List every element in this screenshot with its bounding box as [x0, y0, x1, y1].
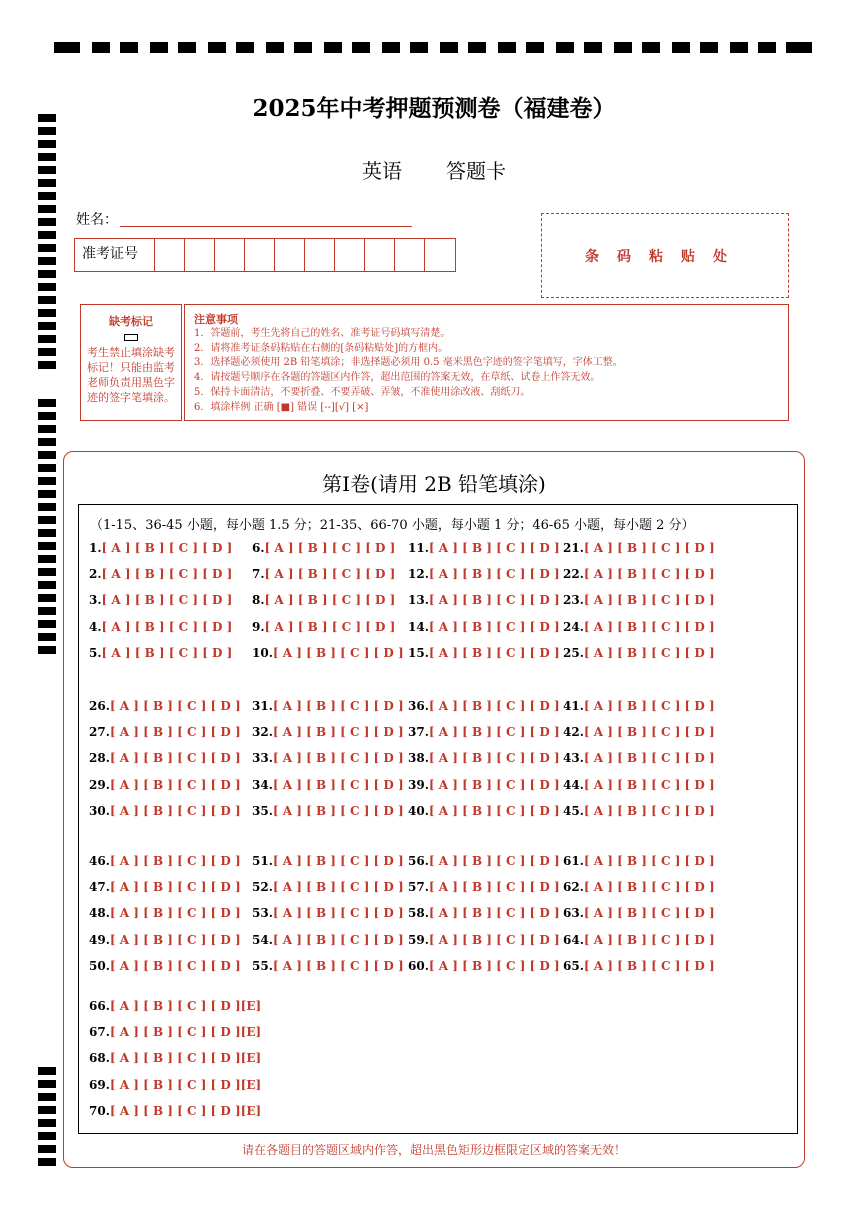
registration-mark [92, 42, 110, 53]
notice-line: 5．保持卡面清洁，不要折叠、不要弄破、弄皱，不准使用涂改液、刮纸刀。 [194, 386, 531, 398]
answer-options[interactable]: [ A ] [ B ] [ C ] [ D ] [272, 699, 404, 713]
question-number: 52. [252, 880, 273, 895]
question-item[interactable] [89, 620, 232, 634]
question-number: 42. [563, 725, 584, 740]
answer-options[interactable]: [ A ] [ B ] [ C ] [ D ] [583, 958, 715, 973]
question-item[interactable] [408, 933, 560, 947]
registration-mark [38, 555, 56, 563]
registration-mark [38, 399, 56, 407]
question-number: 56. [408, 854, 429, 868]
answer-options[interactable]: [ A ] [ B ] [ C ] [ D ] [428, 567, 560, 582]
question-number: 50. [89, 958, 110, 973]
answer-options[interactable]: [ A ] [ B ] [ C ] [ D ] [264, 541, 396, 555]
subject-label: 英语 [362, 159, 402, 183]
question-number: 30. [89, 803, 110, 818]
answer-options[interactable]: [ A ] [ B ] [ C ] [ D ] [264, 619, 396, 634]
question-number: 29. [89, 777, 110, 792]
exam-id-cell[interactable] [365, 239, 395, 271]
question-number: 64. [563, 932, 584, 947]
question-item[interactable] [89, 541, 232, 555]
answer-options[interactable]: [ A ] [ B ] [ C ] [ D ] [428, 906, 560, 921]
question-number: 63. [563, 906, 584, 921]
registration-mark [120, 42, 138, 53]
registration-mark [38, 244, 56, 252]
question-item[interactable] [89, 751, 241, 765]
notice-line: 4．请按题号顺序在各题的答题区内作答，超出范围的答案无效，在草纸、试卷上作答无效。 [194, 372, 601, 384]
answer-options[interactable]: [ A ] [ B ] [ C ] [ D ] [428, 725, 560, 740]
registration-mark [38, 361, 56, 369]
registration-mark [38, 412, 56, 420]
registration-mark [38, 607, 56, 615]
registration-mark [38, 425, 56, 433]
notice-line: 1．答题前，考生先将自己的姓名、准考证号码填写清楚。 [194, 328, 451, 339]
registration-mark [178, 42, 196, 53]
registration-mark [38, 335, 56, 343]
question-item[interactable] [89, 699, 241, 713]
question-item[interactable] [89, 933, 241, 947]
question-item[interactable] [252, 725, 404, 739]
answer-options[interactable]: [ A ] [ B ] [ C ] [ D ] [583, 803, 715, 818]
question-item[interactable] [408, 646, 560, 660]
question-item[interactable] [252, 699, 404, 713]
question-number: 36. [408, 699, 429, 713]
registration-mark [38, 568, 56, 576]
registration-mark [38, 620, 56, 628]
question-item[interactable] [89, 646, 232, 660]
question-item[interactable] [252, 880, 404, 894]
question-number: 5. [89, 645, 102, 660]
answer-options[interactable]: [ A ] [ B ] [ C ] [ D ] [583, 645, 715, 660]
question-item[interactable] [563, 699, 715, 713]
answer-options[interactable]: [ A ] [ B ] [ C ] [ D ][E] [109, 999, 262, 1013]
question-item[interactable] [563, 778, 715, 792]
absent-mark-text: 考生禁止填涂缺考标记！只能由监考老师负责用黑色字迹的签字笔填涂。 [87, 346, 175, 404]
question-item[interactable] [563, 567, 715, 581]
registration-mark [38, 594, 56, 602]
question-number: 7. [252, 567, 265, 582]
question-number: 11. [408, 541, 429, 555]
question-item[interactable] [408, 880, 560, 894]
answer-options[interactable]: [ A ] [ B ] [ C ] [ D ] [428, 541, 560, 555]
exam-id-cell[interactable] [245, 239, 275, 271]
answer-options[interactable]: [ A ] [ B ] [ C ] [ D ] [264, 567, 396, 582]
question-number: 38. [408, 751, 429, 766]
answer-options[interactable]: [ A ] [ B ] [ C ] [ D ] [101, 567, 233, 582]
question-item[interactable] [408, 620, 560, 634]
answer-options[interactable]: [ A ] [ B ] [ C ] [ D ] [109, 751, 241, 766]
exam-id-cell[interactable] [425, 239, 455, 271]
registration-mark [584, 42, 602, 53]
answer-options[interactable]: [ A ] [ B ] [ C ] [ D ] [272, 906, 404, 921]
question-item[interactable] [89, 567, 232, 581]
question-number: 67. [89, 1025, 110, 1040]
exam-id-cell[interactable] [185, 239, 215, 271]
question-number: 32. [252, 725, 273, 740]
registration-mark [38, 309, 56, 317]
answer-options[interactable]: [ A ] [ B ] [ C ] [ D ] [109, 958, 241, 973]
question-item[interactable] [563, 906, 715, 920]
registration-mark [38, 516, 56, 524]
answer-options[interactable]: [ A ] [ B ] [ C ] [ D ] [101, 593, 233, 608]
exam-id-cell[interactable] [395, 239, 425, 271]
question-number: 21. [563, 541, 584, 555]
question-number: 6. [252, 541, 265, 555]
question-item[interactable] [252, 906, 404, 920]
question-item[interactable] [563, 725, 715, 739]
answer-options[interactable]: [ A ] [ B ] [ C ] [ D ] [272, 958, 404, 973]
registration-mark [38, 1119, 56, 1127]
question-number: 58. [408, 906, 429, 921]
question-number: 53. [252, 906, 273, 921]
notice-box [184, 304, 789, 421]
question-number: 22. [563, 567, 584, 582]
question-item[interactable] [89, 1051, 261, 1065]
question-item[interactable] [89, 1078, 261, 1092]
question-item[interactable] [408, 541, 560, 555]
registration-mark [38, 296, 56, 304]
answer-options[interactable]: [ A ] [ B ] [ C ] [ D ] [109, 932, 241, 947]
question-item[interactable] [408, 804, 560, 818]
answer-options[interactable]: [ A ] [ B ] [ C ] [ D ] [583, 932, 715, 947]
question-number: 41. [563, 699, 584, 713]
question-item[interactable] [89, 593, 232, 607]
question-number: 49. [89, 932, 110, 947]
question-item[interactable] [408, 959, 560, 973]
answer-options[interactable]: [ A ] [ B ] [ C ] [ D ] [583, 619, 715, 634]
registration-mark [730, 42, 748, 53]
question-number: 24. [563, 619, 584, 634]
exam-id-label: 准考证号 [75, 239, 155, 271]
registration-mark [38, 646, 56, 654]
answer-options[interactable]: [ A ] [ B ] [ C ] [ D ] [101, 619, 233, 634]
registration-mark [614, 42, 632, 53]
question-number: 13. [408, 593, 429, 608]
question-item[interactable] [252, 933, 404, 947]
question-item[interactable] [563, 541, 715, 555]
question-number: 34. [252, 777, 273, 792]
question-item[interactable] [89, 1025, 261, 1039]
page-title: 2025年中考押题预测卷（福建卷） [252, 95, 616, 122]
question-item[interactable] [563, 751, 715, 765]
question-item[interactable] [252, 751, 404, 765]
answer-options[interactable]: [ A ] [ B ] [ C ] [ D ][E] [109, 1077, 262, 1092]
answer-options[interactable]: [ A ] [ B ] [ C ] [ D ] [109, 880, 241, 895]
registration-mark [38, 1067, 56, 1075]
answer-options[interactable]: [ A ] [ B ] [ C ] [ D ] [428, 751, 560, 766]
barcode-area: 条码粘贴处 [541, 213, 789, 298]
question-number: 4. [89, 619, 102, 634]
question-item[interactable] [252, 804, 404, 818]
registration-mark [38, 192, 56, 200]
question-number: 33. [252, 751, 273, 766]
answer-options[interactable]: [ A ] [ B ] [ C ] [ D ] [109, 699, 241, 713]
question-number: 44. [563, 777, 584, 792]
question-number: 40. [408, 803, 429, 818]
registration-mark [38, 218, 56, 226]
question-number: 47. [89, 880, 110, 895]
question-number: 62. [563, 880, 584, 895]
answer-options[interactable]: [ A ] [ B ] [ C ] [ D ] [272, 725, 404, 740]
answer-options[interactable]: [ A ] [ B ] [ C ] [ D ] [583, 593, 715, 608]
question-item[interactable] [89, 880, 241, 894]
question-number: 28. [89, 751, 110, 766]
answer-options[interactable]: [ A ] [ B ] [ C ] [ D ] [272, 854, 404, 868]
registration-mark [38, 542, 56, 550]
answer-options[interactable]: [ A ] [ B ] [ C ] [ D ] [583, 567, 715, 582]
question-item[interactable] [408, 906, 560, 920]
question-number: 39. [408, 777, 429, 792]
question-item[interactable] [563, 880, 715, 894]
absent-mark-checkbox[interactable] [124, 334, 138, 341]
question-item[interactable] [563, 933, 715, 947]
notice-line: 2．请将准考证条码粘贴在右侧的[条码粘贴处]的方框内。 [194, 342, 449, 354]
registration-mark [54, 42, 80, 53]
registration-mark [38, 205, 56, 213]
registration-mark [38, 451, 56, 459]
question-number: 43. [563, 751, 584, 766]
question-number: 57. [408, 880, 429, 895]
absent-mark-title: 缺考标记 [109, 315, 153, 328]
name-field[interactable] [120, 226, 412, 227]
question-item[interactable] [252, 593, 395, 607]
question-number: 51. [252, 854, 273, 868]
question-item[interactable] [563, 804, 715, 818]
question-number: 23. [563, 593, 584, 608]
registration-mark [324, 42, 342, 53]
answer-options[interactable]: [ A ] [ B ] [ C ] [ D ] [428, 803, 560, 818]
footer-warning: 请在各题目的答题区域内作答，超出黑色矩形边框限定区域的答案无效！ [241, 1143, 626, 1157]
question-number: 9. [252, 619, 265, 634]
answer-options[interactable]: [ A ] [ B ] [ C ] [ D ] [583, 854, 715, 868]
registration-mark [642, 42, 660, 53]
answer-options[interactable]: [ A ] [ B ] [ C ] [ D ] [272, 803, 404, 818]
question-number: 25. [563, 645, 584, 660]
notice-line: 6．填涂样例 正确 [■] 错误 [--][√] [×] [194, 401, 369, 413]
registration-mark [38, 322, 56, 330]
question-item[interactable] [252, 541, 395, 555]
section-title: 第Ⅰ卷(请用 2B 铅笔填涂) [322, 472, 546, 496]
answer-options[interactable]: [ A ] [ B ] [ C ] [ D ] [109, 906, 241, 921]
question-number: 45. [563, 803, 584, 818]
answer-options[interactable]: [ A ] [ B ] [ C ] [ D ] [101, 645, 233, 660]
exam-id-cell[interactable] [275, 239, 305, 271]
question-number: 37. [408, 725, 429, 740]
exam-id-cell[interactable] [305, 239, 335, 271]
answer-options[interactable]: [ A ] [ B ] [ C ] [ D ] [428, 854, 560, 868]
question-number: 14. [408, 619, 429, 634]
registration-mark [758, 42, 776, 53]
registration-mark [556, 42, 574, 53]
registration-mark [150, 42, 168, 53]
question-number: 26. [89, 699, 110, 713]
registration-mark [38, 529, 56, 537]
answer-options[interactable]: [ A ] [ B ] [ C ] [ D ] [583, 906, 715, 921]
question-item[interactable] [89, 854, 241, 868]
scoring-note: （1-15、36-45 小题，每小题 1.5 分；21-35、66-70 小题，每小题 1 分；46-65 小题，每小题 2 分） [90, 518, 695, 533]
question-item[interactable] [89, 999, 261, 1013]
registration-mark [38, 231, 56, 239]
registration-mark [38, 1158, 56, 1166]
question-number: 8. [252, 593, 265, 608]
registration-mark [38, 348, 56, 356]
registration-mark [208, 42, 226, 53]
question-item[interactable] [563, 620, 715, 634]
question-item[interactable] [408, 725, 560, 739]
question-item[interactable] [89, 1104, 261, 1118]
answer-options[interactable]: [ A ] [ B ] [ C ] [ D ] [272, 932, 404, 947]
answer-options[interactable]: [ A ] [ B ] [ C ] [ D ] [109, 777, 241, 792]
registration-mark [468, 42, 486, 53]
question-item[interactable] [408, 778, 560, 792]
question-item[interactable] [89, 804, 241, 818]
registration-mark [38, 633, 56, 641]
registration-mark [786, 42, 812, 53]
question-number: 35. [252, 803, 273, 818]
answer-options[interactable]: [ A ] [ B ] [ C ] [ D ] [428, 880, 560, 895]
question-item[interactable] [252, 567, 395, 581]
answer-options[interactable]: [ A ] [ B ] [ C ] [ D ] [264, 593, 396, 608]
question-number: 66. [89, 999, 110, 1013]
answer-options[interactable]: [ A ] [ B ] [ C ] [ D ] [583, 699, 715, 713]
exam-id-box [74, 238, 456, 272]
question-item[interactable] [89, 906, 241, 920]
registration-mark [498, 42, 516, 53]
question-number: 27. [89, 725, 110, 740]
answer-options[interactable]: [ A ] [ B ] [ C ] [ D ] [109, 803, 241, 818]
registration-mark [236, 42, 254, 53]
question-item[interactable] [89, 778, 241, 792]
registration-mark [266, 42, 284, 53]
question-item[interactable] [563, 854, 715, 868]
question-number: 2. [89, 567, 102, 582]
answer-options[interactable]: [ A ] [ B ] [ C ] [ D ] [272, 880, 404, 895]
answer-options[interactable]: [ A ] [ B ] [ C ] [ D ][E] [109, 1051, 262, 1066]
answer-options[interactable]: [ A ] [ B ] [ C ] [ D ] [428, 645, 560, 660]
answer-options[interactable]: [ A ] [ B ] [ C ] [ D ] [583, 725, 715, 740]
answer-options[interactable]: [ A ] [ B ] [ C ] [ D ] [272, 751, 404, 766]
registration-mark [672, 42, 690, 53]
registration-mark [526, 42, 544, 53]
question-item[interactable] [563, 959, 715, 973]
registration-mark [38, 127, 56, 135]
question-item[interactable] [408, 699, 560, 713]
question-item[interactable] [408, 567, 560, 581]
question-item[interactable] [408, 854, 560, 868]
notice-title: 注意事项 [194, 313, 238, 326]
answer-options[interactable]: [ A ] [ B ] [ C ] [ D ][E] [109, 1103, 262, 1118]
question-number: 12. [408, 567, 429, 582]
answer-options[interactable]: [ A ] [ B ] [ C ] [ D ] [109, 854, 241, 868]
answer-options[interactable]: [ A ] [ B ] [ C ] [ D ] [428, 593, 560, 608]
registration-mark [38, 270, 56, 278]
answer-options[interactable]: [ A ] [ B ] [ C ] [ D ] [583, 751, 715, 766]
registration-mark [440, 42, 458, 53]
answer-options[interactable]: [ A ] [ B ] [ C ] [ D ] [428, 619, 560, 634]
question-number: 10. [252, 645, 273, 660]
question-number: 68. [89, 1051, 110, 1066]
question-number: 1. [89, 541, 102, 555]
question-item[interactable] [89, 959, 241, 973]
registration-mark [410, 42, 428, 53]
answer-options[interactable]: [ A ] [ B ] [ C ] [ D ] [101, 541, 233, 555]
question-number: 31. [252, 699, 273, 713]
answer-options[interactable]: [ A ] [ B ] [ C ] [ D ] [109, 725, 241, 740]
registration-mark [700, 42, 718, 53]
registration-mark [38, 1106, 56, 1114]
question-number: 65. [563, 958, 584, 973]
exam-id-cell[interactable] [335, 239, 365, 271]
answer-options[interactable]: [ A ] [ B ] [ C ] [ D ] [428, 958, 560, 973]
question-number: 59. [408, 932, 429, 947]
registration-mark [382, 42, 400, 53]
registration-mark [38, 140, 56, 148]
card-label: 答题卡 [446, 159, 506, 183]
answer-options[interactable]: [ A ] [ B ] [ C ] [ D ][E] [109, 1025, 262, 1040]
notice-line: 3．选择题必须使用 2B 铅笔填涂；非选择题必须用 0.5 毫米黑色字迹的签字笔填写，字体工整。 [194, 357, 623, 369]
answer-options[interactable]: [ A ] [ B ] [ C ] [ D ] [428, 777, 560, 792]
answer-options[interactable]: [ A ] [ B ] [ C ] [ D ] [583, 880, 715, 895]
question-item[interactable] [252, 854, 404, 868]
answer-options[interactable]: [ A ] [ B ] [ C ] [ D ] [583, 541, 715, 555]
answer-options[interactable]: [ A ] [ B ] [ C ] [ D ] [428, 932, 560, 947]
question-item[interactable] [252, 646, 404, 660]
registration-mark [38, 1132, 56, 1140]
question-number: 3. [89, 593, 102, 608]
question-item[interactable] [408, 593, 560, 607]
question-number: 48. [89, 906, 110, 921]
question-number: 55. [252, 958, 273, 973]
question-number: 70. [89, 1103, 110, 1118]
registration-mark [38, 438, 56, 446]
question-number: 69. [89, 1077, 110, 1092]
registration-mark [38, 503, 56, 511]
answer-options[interactable]: [ A ] [ B ] [ C ] [ D ] [428, 699, 560, 713]
registration-mark [294, 42, 312, 53]
question-number: 15. [408, 645, 429, 660]
registration-mark [38, 581, 56, 589]
answer-options[interactable]: [ A ] [ B ] [ C ] [ D ] [583, 777, 715, 792]
question-item[interactable] [563, 593, 715, 607]
answer-options[interactable]: [ A ] [ B ] [ C ] [ D ] [272, 645, 404, 660]
question-item[interactable] [252, 959, 404, 973]
registration-mark [38, 257, 56, 265]
exam-id-cell[interactable] [155, 239, 185, 271]
question-number: 61. [563, 854, 584, 868]
registration-mark [38, 1093, 56, 1101]
question-item[interactable] [252, 778, 404, 792]
question-number: 46. [89, 854, 110, 868]
registration-mark [38, 283, 56, 291]
question-item[interactable] [252, 620, 395, 634]
registration-mark [38, 1080, 56, 1088]
question-number: 60. [408, 958, 429, 973]
subtitle [0, 155, 868, 184]
answer-options[interactable]: [ A ] [ B ] [ C ] [ D ] [272, 777, 404, 792]
name-label: 姓名： [76, 212, 118, 228]
absent-mark-box [80, 304, 182, 421]
question-item[interactable] [563, 646, 715, 660]
question-number: 54. [252, 932, 273, 947]
registration-mark [352, 42, 370, 53]
exam-id-cell[interactable] [215, 239, 245, 271]
question-item[interactable] [89, 725, 241, 739]
question-item[interactable] [408, 751, 560, 765]
